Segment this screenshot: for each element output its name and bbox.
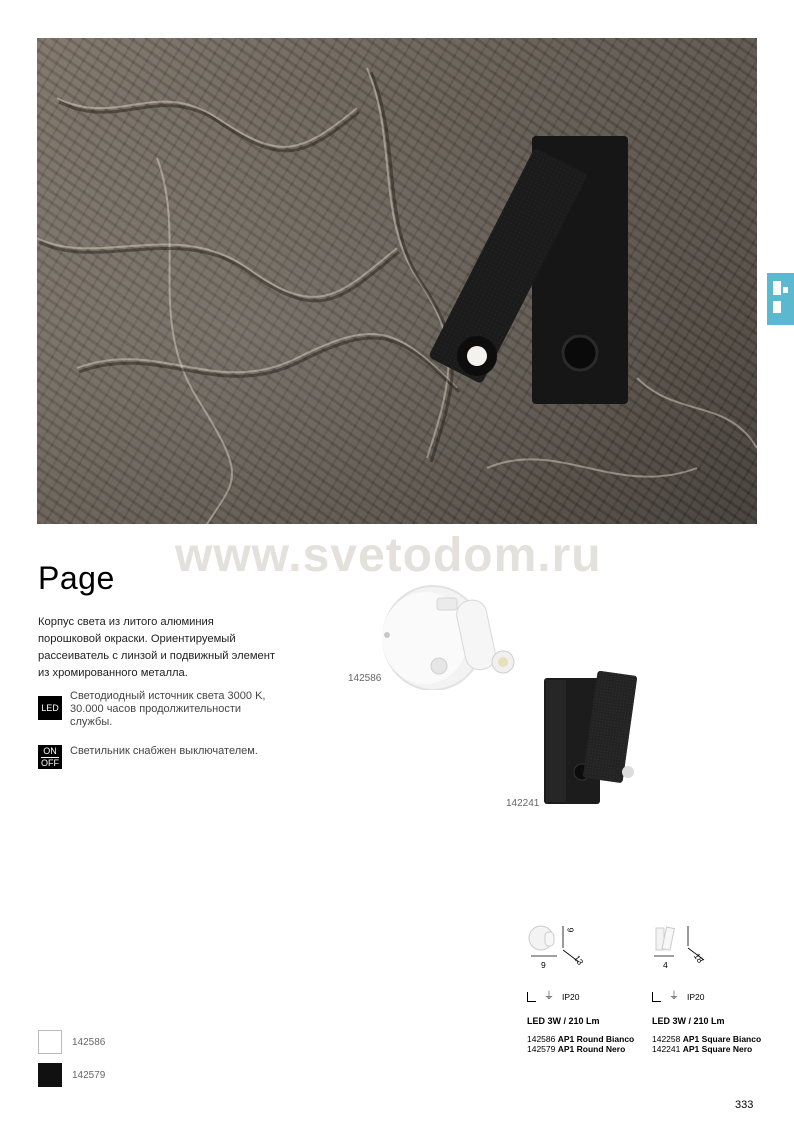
article-name: AP1 Square Bianco	[682, 1034, 762, 1044]
on-off-icon	[38, 745, 62, 769]
dimension-height: 9	[565, 927, 576, 933]
color-swatch-white	[38, 1030, 62, 1054]
article-code: 142579	[527, 1044, 556, 1054]
product-image-square-black	[538, 668, 658, 808]
ground-icon: ⏚	[544, 991, 554, 1002]
class-icon	[652, 992, 661, 1002]
page-number: 333	[735, 1099, 754, 1111]
article-code: 142241	[652, 1044, 681, 1054]
off-label: OFF	[41, 757, 59, 768]
ground-icon: ⏚	[669, 991, 679, 1002]
product-title: Page	[38, 560, 115, 596]
section-tab	[767, 273, 794, 325]
article-list	[652, 1034, 761, 1054]
article-name: AP1 Round Bianco	[557, 1034, 635, 1044]
ip-rating: IP20	[562, 992, 580, 1002]
power-spec: LED 3W / 210 Lm	[527, 1016, 600, 1026]
feature-switch	[38, 745, 280, 769]
swatch-row	[38, 1063, 105, 1087]
led-icon: LED	[38, 696, 62, 720]
color-swatch-black	[38, 1063, 62, 1087]
spec-icons-square	[652, 992, 705, 1002]
article-row	[652, 1034, 761, 1044]
article-code: 142258	[652, 1034, 681, 1044]
swatch-code: 142586	[72, 1036, 106, 1048]
feature-led	[38, 690, 280, 729]
on-label: ON	[43, 745, 57, 756]
dimension-width: 9	[541, 960, 546, 970]
class-icon	[527, 992, 536, 1002]
ip-rating: IP20	[687, 992, 705, 1002]
dimension-depth: 18	[691, 951, 706, 965]
watermark: www.svetodom.ru	[175, 529, 602, 582]
hero-photo	[37, 38, 757, 524]
power-spec: LED 3W / 210 Lm	[652, 1016, 725, 1026]
spec-icons-round	[527, 992, 580, 1002]
article-row	[652, 1044, 761, 1054]
product-code-label: 142586	[348, 673, 382, 684]
swatch-row	[38, 1030, 105, 1054]
feature-text: Светильник снабжен выключателем.	[70, 745, 258, 757]
dimension-depth: 13	[571, 953, 586, 967]
swatch-code: 142579	[72, 1069, 106, 1081]
feature-text: Светодиодный источник света 3000 K, 30.000 часов продолжительности службы.	[70, 690, 266, 728]
article-row	[527, 1034, 634, 1044]
article-code: 142586	[527, 1034, 556, 1044]
article-row	[527, 1044, 634, 1054]
product-description: Корпус света из литого алюминия порошковой окраски. Ориентируемый рассеиватель с линзой и подвижный элемент из хромированного металла.	[38, 616, 276, 679]
dimension-width: 4	[663, 960, 668, 970]
article-name: AP1 Round Nero	[557, 1044, 626, 1054]
article-list	[527, 1034, 634, 1054]
product-image-round-white	[375, 580, 525, 690]
hero-photo-illustration	[37, 38, 757, 524]
article-name: AP1 Square Nero	[682, 1044, 753, 1054]
product-code-label: 142241	[506, 798, 540, 809]
